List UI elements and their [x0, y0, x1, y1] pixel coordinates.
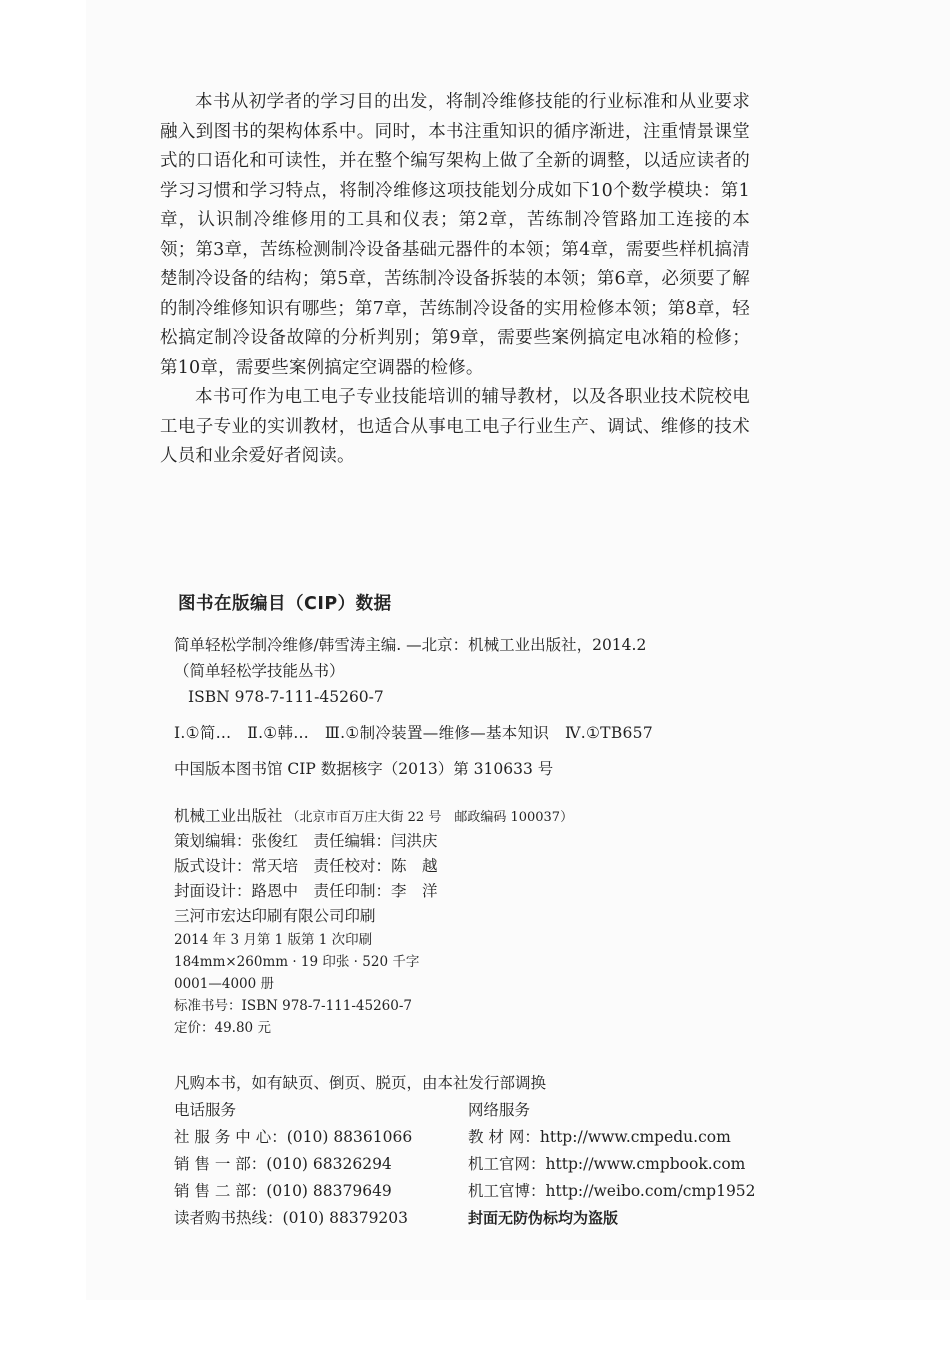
cip-series-line: （简单轻松学技能丛书）	[174, 662, 345, 680]
phone-label: 读者购书热线：	[174, 1209, 283, 1227]
web-url: http://weibo.com/cmp1952	[545, 1182, 756, 1200]
edition-line: 2014 年 3 月第 1 版第 1 次印刷	[174, 932, 373, 948]
sales-notice: 凡购本书，如有缺页、倒页、脱页，由本社发行部调换	[174, 1074, 547, 1092]
phone-label: 销 售 二 部：	[174, 1182, 267, 1200]
web-url: http://www.cmpbook.com	[545, 1155, 746, 1173]
intro-paragraph-1: 本书从初学者的学习目的出发，将制冷维修技能的行业标准和从业要求融入到图书的架构体系中。同时，本书注重知识的循序渐进，注重情景课堂式的口语化和可读性，并在整个编写架构上做了全新的调整，以适应读者的学习习惯和学习特点，将制冷维修这项技能划分成如下10个数学模块：第1章，认识制冷维修用的工具和仪表；第2章，苦练制冷管路加工连接的本领；第3章，苦练检测制冷设备基础元器件的本领；第4章，需要些样机搞清楚制冷设备的结构；第5章，苦练制冷设备拆装的本领；第6章，必须要了解的制冷维修知识有哪些；第7章，苦练制冷设备的实用检修本领；第8章，轻松搞定制冷设备故障的分析判别；第9章，需要些案例搞定电冰箱的检修；第10章，需要些案例搞定空调器的检修。	[160, 92, 750, 378]
cip-title: 图书在版编目（CIP）数据	[178, 594, 392, 614]
cip-classification-line: Ⅰ.①简… Ⅱ.①韩… Ⅲ.①制冷装置—维修—基本知识 Ⅳ.①TB657	[174, 724, 653, 742]
web-entry	[468, 1151, 745, 1178]
cip-isbn-line: ISBN 978-7-111-45260-7	[188, 688, 384, 706]
cip-book-line: 简单轻松学制冷维修/韩雪涛主编. —北京：机械工业出版社，2014.2	[174, 636, 647, 654]
web-entry	[468, 1124, 731, 1151]
service-row	[174, 1178, 794, 1205]
web-label: 教 材 网：	[468, 1128, 540, 1146]
phone-label: 社 服 务 中 心：	[174, 1128, 287, 1146]
sales-section	[174, 1070, 794, 1232]
intro-section	[160, 88, 750, 472]
cip-library-line: 中国版本图书馆 CIP 数据核字（2013）第 310633 号	[174, 760, 554, 778]
service-row	[174, 1124, 794, 1151]
service-row	[174, 1151, 794, 1178]
phone-label: 销 售 一 部：	[174, 1155, 267, 1173]
phone-number: (010) 68326294	[266, 1155, 392, 1173]
cip-record	[174, 632, 774, 782]
web-label: 机工官博：	[468, 1182, 546, 1200]
price-line: 定价：49.80 元	[174, 1020, 271, 1036]
print-run-line: 0001—4000 册	[174, 976, 275, 992]
imprint-section	[174, 804, 774, 1039]
standard-number-line: 标准书号：ISBN 978-7-111-45260-7	[174, 998, 413, 1014]
phone-number: (010) 88379203	[282, 1209, 409, 1227]
service-row	[174, 1205, 794, 1232]
layout-design-line: 版式设计：常天培 责任校对：陈 越	[174, 857, 438, 875]
anti-counterfeit-notice: 封面无防伪标均为盗版	[468, 1209, 619, 1227]
publisher-name: 机械工业出版社	[174, 807, 283, 825]
planning-editor-line: 策划编辑：张俊红 责任编辑：闫洪庆	[174, 832, 438, 850]
format-line: 184mm×260mm · 19 印张 · 520 千字	[174, 954, 420, 970]
phone-number: (010) 88361066	[286, 1128, 413, 1146]
web-entry	[468, 1178, 756, 1205]
publisher-address: （北京市百万庄大街 22 号 邮政编码 100037）	[286, 810, 574, 825]
cover-design-line: 封面设计：路恩中 责任印制：李 洋	[174, 882, 438, 900]
cip-gap	[174, 710, 774, 720]
service-header-row	[174, 1097, 794, 1124]
cip-gap	[174, 746, 774, 756]
intro-paragraph-2: 本书可作为电工电子专业技能培训的辅导教材，以及各职业技术院校电工电子专业的实训教材，也适合从事电工电子行业生产、调试、维修的技术人员和业余爱好者阅读。	[160, 387, 750, 466]
publisher-line	[174, 804, 774, 829]
printer-line: 三河市宏达印刷有限公司印刷	[174, 907, 376, 925]
phone-number: (010) 88379649	[266, 1182, 392, 1200]
web-service-header: 网络服务	[468, 1101, 531, 1119]
phone-service-header: 电话服务	[174, 1101, 237, 1119]
web-label: 机工官网：	[468, 1155, 546, 1173]
web-url: http://www.cmpedu.com	[539, 1128, 731, 1146]
